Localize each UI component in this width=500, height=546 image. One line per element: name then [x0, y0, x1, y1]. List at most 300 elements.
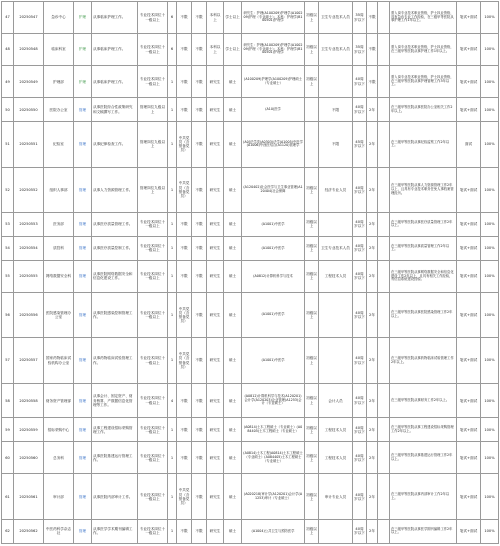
ethnicity-cell: 不限: [192, 519, 207, 543]
blank-cell: [378, 2, 390, 34]
other-requirements-cell: 在三级甲等医院从事质量管理工作2年以上。: [390, 236, 457, 260]
position-level-cell: 专业技术岗位十一级以上: [138, 474, 168, 519]
experience-cell: 不限: [367, 34, 378, 66]
ratio-cell: 100%: [481, 236, 499, 260]
other-requirements-cell: 需入岗专业技术职业资格，护士执业资格，在三级甲等医院从事护理工作1年以上。: [390, 34, 457, 66]
department-cell: 医院感染管理办公室: [44, 292, 74, 337]
title-level-cell: 初级以上: [305, 519, 319, 543]
job-description-cell: 从事临床护理工作。: [92, 34, 138, 66]
title-level-cell: 初级以上: [305, 212, 319, 236]
title-level-cell: 初级以上: [305, 66, 319, 98]
post-category-cell: 管理: [74, 292, 92, 337]
degree-cell: 硕士: [224, 519, 242, 543]
job-description-cell: 从事工程建设招标采购管理工作。: [92, 418, 138, 442]
job-description-cell: 从事人力资源管理工作。: [92, 167, 138, 212]
political-status-cell: 不限: [177, 418, 192, 442]
experience-cell: 2年: [367, 292, 378, 337]
major-requirement-cell: (A0812)计算机科学与技术(A120201)会计学(A120203)企业管理(A1253)会计（专业硕士）: [242, 383, 305, 418]
experience-cell: 2年: [367, 474, 378, 519]
education-cell: 研究生: [207, 519, 224, 543]
ratio-cell: 100%: [481, 2, 499, 34]
exam-method-cell: 笔试+面试: [457, 474, 481, 519]
age-limit-cell: 40周岁以下: [353, 260, 367, 292]
job-description-cell: 从事药物临床试验管理工作。: [92, 338, 138, 383]
position-code-cell: 20250547: [14, 2, 44, 34]
age-limit-cell: 35周岁以下: [353, 34, 367, 66]
education-cell: 研究生: [207, 292, 224, 337]
position-level-cell: 专业技术岗位十一级以上: [138, 236, 168, 260]
other-requirements-cell: 在三级甲等医院从事工程建设招标采购管理工作2年以上。: [390, 418, 457, 442]
ratio-cell: 100%: [481, 338, 499, 383]
major-requirement-cell: (A120402)社会医学与卫生事业管理(A120404)社会保障: [242, 167, 305, 212]
department-cell: 医务部: [44, 212, 74, 236]
major-requirement-cell: 研究生：护理(A100209)护理学(A100209)护理（专业硕士）；本科：护理学(B100501)护理学: [242, 34, 305, 66]
education-cell: 研究生: [207, 260, 224, 292]
department-cell: 临床科室: [44, 34, 74, 66]
experience-cell: 2年: [367, 260, 378, 292]
headcount-cell: 6: [168, 2, 177, 34]
blank-cell: [378, 383, 390, 418]
other-requirements-cell: 需入岗专业技术职业资格，护士执业资格，具有急诊专业工作经验，在三级甲等医院从事护理工作1年以上。: [390, 2, 457, 34]
experience-cell: 2年: [367, 167, 378, 212]
position-level-cell: 管理岗位九级以上: [138, 167, 168, 212]
qualification-cell: 卫生专业技术人员: [319, 236, 353, 260]
seq-cell: 53: [2, 212, 14, 236]
position-level-cell: 专业技术岗位十一级以上: [138, 66, 168, 98]
education-cell: 本科以上: [207, 34, 224, 66]
position-code-cell: 20250549: [14, 66, 44, 98]
political-status-cell: 不限: [177, 442, 192, 474]
position-level-cell: 管理岗位九级以上: [138, 122, 168, 167]
ethnicity-cell: 不限: [192, 260, 207, 292]
other-requirements-cell: 在三级甲等医院从事人力资源管理工作2年以上，且具有专业技术职务任免人事档案管理经历。: [390, 167, 457, 212]
qualification-cell: 会计人员: [319, 383, 353, 418]
table-row: [2, 260, 499, 292]
qualification-cell: 不限: [319, 122, 353, 167]
table-row: [2, 236, 499, 260]
seq-cell: 57: [2, 338, 14, 383]
post-category-cell: 护理: [74, 2, 92, 34]
table-row: [2, 66, 499, 98]
table-row: [2, 418, 499, 442]
exam-method-cell: 笔试+面试: [457, 212, 481, 236]
department-cell: 审计部: [44, 474, 74, 519]
job-description-cell: 从事会计、固定资产、财务核算、产数据信息化管理等工作。: [92, 383, 138, 418]
age-limit-cell: 40周岁以下: [353, 212, 367, 236]
table-row: [2, 98, 499, 122]
position-code-cell: 20250559: [14, 418, 44, 442]
department-cell: 急诊中心: [44, 2, 74, 34]
ethnicity-cell: 不限: [192, 442, 207, 474]
seq-cell: 59: [2, 418, 14, 442]
post-category-cell: 护理: [74, 34, 92, 66]
exam-method-cell: 笔试+面试: [457, 338, 481, 383]
seq-cell: 58: [2, 383, 14, 418]
degree-cell: 硕士: [224, 98, 242, 122]
degree-cell: 硕士: [224, 383, 242, 418]
blank-cell: [378, 442, 390, 474]
post-category-cell: 管理: [74, 260, 92, 292]
ethnicity-cell: 不限: [192, 338, 207, 383]
title-level-cell: 初级以上: [305, 338, 319, 383]
headcount-cell: 4: [168, 383, 177, 418]
table-body: [2, 2, 499, 544]
education-cell: 研究生: [207, 122, 224, 167]
position-code-cell: 20250562: [14, 519, 44, 543]
political-status-cell: 不限: [177, 2, 192, 34]
degree-cell: 硕士: [224, 66, 242, 98]
position-code-cell: 20250552: [14, 167, 44, 212]
exam-method-cell: 笔试+面试: [457, 34, 481, 66]
major-requirement-cell: (A10)医学: [242, 98, 305, 122]
other-requirements-cell: 需入岗专业技术职业资格，护士执业资格，在三级甲等医院从事护理管理工作3年以上。: [390, 66, 457, 98]
title-level-cell: 初级以上: [305, 442, 319, 474]
education-cell: 本科以上: [207, 2, 224, 34]
department-cell: 招标采购中心: [44, 418, 74, 442]
position-level-cell: 专业技术岗位十一级以上: [138, 2, 168, 34]
table-row: [2, 212, 499, 236]
experience-cell: 2年: [367, 519, 378, 543]
political-status-cell: 中共党员（含预备党员）: [177, 167, 192, 212]
degree-cell: 硕士: [224, 236, 242, 260]
title-level-cell: [305, 98, 319, 122]
major-requirement-cell: (A020218)审计学(A120201)会计学(A1253)审计（专业硕士）: [242, 474, 305, 519]
age-limit-cell: 40周岁以下: [353, 66, 367, 98]
job-description-cell: 从事医院综合性政策研究和文稿撰写工作。: [92, 98, 138, 122]
age-limit-cell: 35周岁以下: [353, 2, 367, 34]
political-status-cell: 不限: [177, 66, 192, 98]
blank-cell: [378, 167, 390, 212]
title-level-cell: 初级以上: [305, 418, 319, 442]
title-level-cell: 初级以上: [305, 260, 319, 292]
qualification-cell: 卫生专业技术人员: [319, 2, 353, 34]
table-row: [2, 2, 499, 34]
exam-method-cell: 笔试+面试: [457, 442, 481, 474]
headcount-cell: 1: [168, 212, 177, 236]
department-cell: 医院办公室: [44, 98, 74, 122]
job-description-cell: 从事医院网络数据安全和信息化建设工作。: [92, 260, 138, 292]
blank-cell: [378, 66, 390, 98]
job-description-cell: 从事医院感染控制管理工作。: [92, 292, 138, 337]
exam-method-cell: 笔试+面试: [457, 519, 481, 543]
job-description-cell: 从事医疗质量控制工作。: [92, 236, 138, 260]
degree-cell: 学士以上: [224, 2, 242, 34]
blank-cell: [378, 122, 390, 167]
other-requirements-cell: 在三级甲等医院从事医院感染管理工作2年以上。: [390, 292, 457, 337]
ratio-cell: 100%: [481, 122, 499, 167]
post-category-cell: 管理: [74, 519, 92, 543]
age-limit-cell: 40周岁以下: [353, 98, 367, 122]
degree-cell: 硕士: [224, 418, 242, 442]
position-level-cell: 专业技术岗位十一级以上: [138, 383, 168, 418]
department-cell: 中医药科学杂志社: [44, 519, 74, 543]
table-row: [2, 292, 499, 337]
other-requirements-cell: 在三级甲等医院从事医学期刊编辑工作2年以上。: [390, 519, 457, 543]
education-cell: 研究生: [207, 66, 224, 98]
title-level-cell: 初级以上: [305, 167, 319, 212]
age-limit-cell: 40周岁以下: [353, 292, 367, 337]
qualification-cell: 工程技术人员: [319, 418, 353, 442]
education-cell: 研究生: [207, 212, 224, 236]
ethnicity-cell: 不限: [192, 66, 207, 98]
other-requirements-cell: 在三级甲等医院从事纪检监察工作2年以上。: [390, 122, 457, 167]
qualification-cell: [319, 212, 353, 236]
position-level-cell: 专业技术岗位十一级以上: [138, 418, 168, 442]
degree-cell: 硕士: [224, 442, 242, 474]
degree-cell: 硕士: [224, 167, 242, 212]
position-level-cell: 专业技术岗位十一级以上: [138, 519, 168, 543]
position-level-cell: 专业技术岗位十一级以上: [138, 442, 168, 474]
ratio-cell: 100%: [481, 66, 499, 98]
table-row: [2, 383, 499, 418]
political-status-cell: 不限: [177, 98, 192, 122]
qualification-cell: 卫生专业技术人员: [319, 34, 353, 66]
position-level-cell: 管理岗位九级以上: [138, 98, 168, 122]
ethnicity-cell: 不限: [192, 34, 207, 66]
job-description-cell: 从事医院基建运行管理工作。: [92, 442, 138, 474]
ratio-cell: 100%: [481, 474, 499, 519]
ratio-cell: 100%: [481, 34, 499, 66]
job-description-cell: 从事纪律检查工作。: [92, 122, 138, 167]
other-requirements-cell: 在三级甲等医院从事医院办公室相关工作2年以上。: [390, 98, 457, 122]
table-row: [2, 122, 499, 167]
major-requirement-cell: (A1001)中医学: [242, 338, 305, 383]
job-description-cell: 从事医学学术期刊编辑工作。: [92, 519, 138, 543]
experience-cell: 2年: [367, 236, 378, 260]
political-status-cell: 不限: [177, 236, 192, 260]
political-status-cell: 中共党员（含预备党员）: [177, 474, 192, 519]
post-category-cell: 管理: [74, 474, 92, 519]
job-description-cell: 从事医院内部审计工作。: [92, 474, 138, 519]
blank-cell: [378, 418, 390, 442]
position-level-cell: 专业技术岗位十一级以上: [138, 338, 168, 383]
department-cell: 质控科: [44, 236, 74, 260]
headcount-cell: 1: [168, 98, 177, 122]
qualification-cell: 工程技术人员: [319, 260, 353, 292]
other-requirements-cell: 在三级甲等医院从事网络数据安全和信息化建设工作2年以上，且具有相关工作经验，有信息系统建设经验。: [390, 260, 457, 292]
exam-method-cell: 笔试+面试: [457, 2, 481, 34]
education-cell: 研究生: [207, 383, 224, 418]
other-requirements-cell: 在三级甲等医院从事医疗质量管理工作2年以上。: [390, 212, 457, 236]
major-requirement-cell: (A0]法学类(A0303)法学(A1005)中医学(A1006)中西医结合(A1120)管理学: [242, 122, 305, 167]
job-description-cell: 从事临床护理工作。: [92, 2, 138, 34]
post-category-cell: 护理: [74, 66, 92, 98]
experience-cell: 2年: [367, 212, 378, 236]
other-requirements-cell: 在三级甲等医院从事财务工作2年以上。: [390, 383, 457, 418]
exam-method-cell: 面试: [457, 122, 481, 167]
degree-cell: 硕士: [224, 338, 242, 383]
ethnicity-cell: 不限: [192, 2, 207, 34]
post-category-cell: 管理: [74, 418, 92, 442]
headcount-cell: 1: [168, 519, 177, 543]
major-requirement-cell: (A0814)土木工程(A0814)土木工程硕士（专业硕士）(A084405)土木工程硕士（专业硕士）: [242, 442, 305, 474]
ethnicity-cell: 不限: [192, 383, 207, 418]
ratio-cell: 100%: [481, 442, 499, 474]
experience-cell: 2年: [367, 442, 378, 474]
position-level-cell: 专业技术岗位十一级以上: [138, 292, 168, 337]
age-limit-cell: 40周岁以下: [353, 236, 367, 260]
blank-cell: [378, 98, 390, 122]
ethnicity-cell: 不限: [192, 474, 207, 519]
blank-cell: [378, 338, 390, 383]
headcount-cell: 1: [168, 122, 177, 167]
headcount-cell: 1: [168, 442, 177, 474]
major-requirement-cell: 研究生：护理(A100209)护理学(A100209)护理（专业硕士）；本科：护理学(B100501)护理学: [242, 2, 305, 34]
headcount-cell: 1: [168, 292, 177, 337]
department-cell: 总务科: [44, 442, 74, 474]
major-requirement-cell: (A1001)中医学: [242, 236, 305, 260]
major-requirement-cell: (A1001)中医学: [242, 292, 305, 337]
position-code-cell: 20250551: [14, 122, 44, 167]
ethnicity-cell: 不限: [192, 236, 207, 260]
department-cell: 财务资产管理部: [44, 383, 74, 418]
qualification-cell: 审计专业人员: [319, 474, 353, 519]
department-cell: 组织人事部: [44, 167, 74, 212]
position-level-cell: 专业技术岗位十一级以上: [138, 34, 168, 66]
position-code-cell: 20250550: [14, 98, 44, 122]
title-level-cell: 初级以上: [305, 34, 319, 66]
experience-cell: 2年: [367, 383, 378, 418]
position-code-cell: 20250557: [14, 338, 44, 383]
post-category-cell: 管理: [74, 167, 92, 212]
seq-cell: 54: [2, 236, 14, 260]
position-level-cell: 专业技术岗位十一级以上: [138, 260, 168, 292]
exam-method-cell: 笔试+面试: [457, 418, 481, 442]
ratio-cell: 100%: [481, 383, 499, 418]
position-code-cell: 20250560: [14, 442, 44, 474]
headcount-cell: 1: [168, 66, 177, 98]
political-status-cell: 中共党员（含预备党员）: [177, 292, 192, 337]
qualification-cell: 经济专业人员: [319, 167, 353, 212]
qualification-cell: [319, 66, 353, 98]
ethnicity-cell: 不限: [192, 418, 207, 442]
degree-cell: 硕士: [224, 474, 242, 519]
job-description-cell: 从事医疗质量管理工作。: [92, 212, 138, 236]
seq-cell: 49: [2, 66, 14, 98]
seq-cell: 60: [2, 442, 14, 474]
experience-cell: 2年: [367, 122, 378, 167]
education-cell: 研究生: [207, 338, 224, 383]
headcount-cell: 6: [168, 34, 177, 66]
headcount-cell: 1: [168, 474, 177, 519]
qualification-cell: [319, 338, 353, 383]
exam-method-cell: 笔试+面试: [457, 236, 481, 260]
seq-cell: 48: [2, 34, 14, 66]
ratio-cell: 100%: [481, 260, 499, 292]
political-status-cell: 中共党员（含预备党员）: [177, 122, 192, 167]
position-code-cell: 20250561: [14, 474, 44, 519]
other-requirements-cell: 在三级甲等医院从事基建运行管理工作2年以上。: [390, 442, 457, 474]
blank-cell: [378, 292, 390, 337]
major-requirement-cell: (A1001)中医学: [242, 212, 305, 236]
recruitment-table: [1, 1, 499, 544]
position-code-cell: 20250556: [14, 292, 44, 337]
table-row: [2, 338, 499, 383]
position-code-cell: 20250548: [14, 34, 44, 66]
seq-cell: 61: [2, 474, 14, 519]
age-limit-cell: 40周岁以下: [353, 519, 367, 543]
age-limit-cell: 40周岁以下: [353, 418, 367, 442]
table-row: [2, 474, 499, 519]
political-status-cell: 不限: [177, 34, 192, 66]
degree-cell: 硕士: [224, 212, 242, 236]
seq-cell: 47: [2, 2, 14, 34]
experience-cell: 不限: [367, 2, 378, 34]
post-category-cell: 管理: [74, 383, 92, 418]
political-status-cell: 中共党员（含预备党员）: [177, 338, 192, 383]
post-category-cell: 管理: [74, 338, 92, 383]
age-limit-cell: 40周岁以下: [353, 474, 367, 519]
title-level-cell: 初级以上: [305, 383, 319, 418]
political-status-cell: 不限: [177, 383, 192, 418]
title-level-cell: 初级以上: [305, 236, 319, 260]
job-description-cell: 从事临床护理工作。: [92, 66, 138, 98]
headcount-cell: 1: [168, 338, 177, 383]
position-code-cell: 20250558: [14, 383, 44, 418]
seq-cell: 62: [2, 519, 14, 543]
political-status-cell: 不限: [177, 260, 192, 292]
ethnicity-cell: 不限: [192, 167, 207, 212]
seq-cell: 50: [2, 98, 14, 122]
table-row: [2, 519, 499, 543]
blank-cell: [378, 260, 390, 292]
position-code-cell: 20250554: [14, 236, 44, 260]
ratio-cell: 100%: [481, 418, 499, 442]
age-limit-cell: 40周岁以下: [353, 167, 367, 212]
blank-cell: [378, 212, 390, 236]
experience-cell: 不限: [367, 66, 378, 98]
qualification-cell: 不限: [319, 98, 353, 122]
blank-cell: [378, 474, 390, 519]
exam-method-cell: 笔试+面试: [457, 383, 481, 418]
education-cell: 研究生: [207, 167, 224, 212]
headcount-cell: 1: [168, 236, 177, 260]
position-code-cell: 20250553: [14, 212, 44, 236]
other-requirements-cell: 在三级甲等医院从事药物临床试验管理工作2年以上。: [390, 338, 457, 383]
exam-method-cell: 笔试+面试: [457, 98, 481, 122]
ratio-cell: 100%: [481, 292, 499, 337]
ratio-cell: 100%: [481, 212, 499, 236]
ethnicity-cell: 不限: [192, 98, 207, 122]
post-category-cell: 管理: [74, 442, 92, 474]
other-requirements-cell: 在三级甲等医院从事内部审计工作2年以上。: [390, 474, 457, 519]
table-row: [2, 442, 499, 474]
ethnicity-cell: 不限: [192, 212, 207, 236]
headcount-cell: 1: [168, 167, 177, 212]
degree-cell: 学士以上: [224, 34, 242, 66]
seq-cell: 51: [2, 122, 14, 167]
post-category-cell: 管理: [74, 236, 92, 260]
seq-cell: 52: [2, 167, 14, 212]
ratio-cell: 100%: [481, 519, 499, 543]
political-status-cell: 不限: [177, 212, 192, 236]
department-cell: 网络数据安全科: [44, 260, 74, 292]
headcount-cell: 1: [168, 260, 177, 292]
qualification-cell: 工程技术人员: [319, 442, 353, 474]
ratio-cell: 100%: [481, 98, 499, 122]
degree-cell: 硕士: [224, 292, 242, 337]
ethnicity-cell: 不限: [192, 292, 207, 337]
experience-cell: 2年: [367, 418, 378, 442]
age-limit-cell: 40周岁以下: [353, 383, 367, 418]
major-requirement-cell: (A0812)计算机科学与技术: [242, 260, 305, 292]
education-cell: 研究生: [207, 418, 224, 442]
degree-cell: 硕士: [224, 122, 242, 167]
seq-cell: 55: [2, 260, 14, 292]
exam-method-cell: 笔试+面试: [457, 66, 481, 98]
blank-cell: [378, 34, 390, 66]
qualification-cell: [319, 292, 353, 337]
